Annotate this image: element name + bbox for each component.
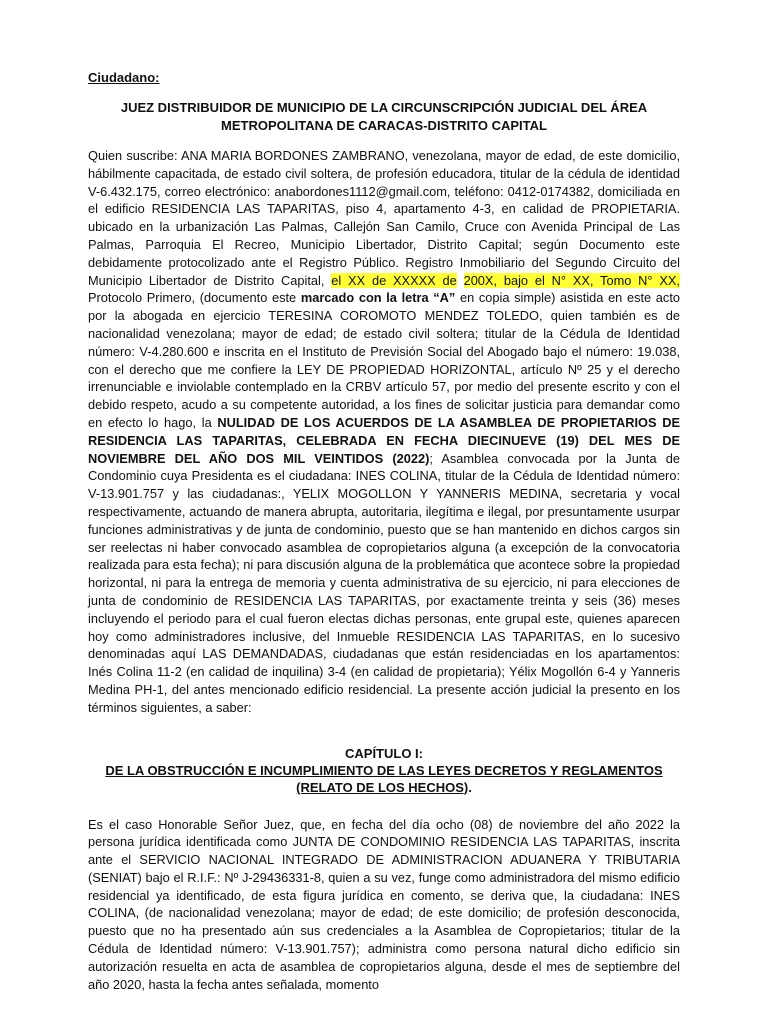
chapter-subtitle-wrap xyxy=(88,762,680,796)
heading-line-1: JUEZ DISTRIBUIDOR DE MUNICIPIO DE LA CIRCUNSCRIPCIÓN JUDICIAL DEL ÁREA xyxy=(120,100,648,115)
paragraph-introduction xyxy=(88,147,680,717)
bold-nullity-claim: NULIDAD DE LOS ACUERDOS DE LA ASAMBLEA DE PROPIETARIOS DE RESIDENCIA LAS TAPARITAS, CELEBRADA EN FECHA DIECINUEVE (19) DEL MES DE NOVIEMBRE DEL AÑO DOS MIL VEINTIDOS (2022) xyxy=(88,414,680,466)
highlight-registry: 200X, bajo el N° XX, Tomo N° XX, xyxy=(463,272,680,288)
highlight-date: el XX de XXXXX de xyxy=(331,272,457,288)
intro-text-4: ; Asamblea convocada por la Junta de Condominio cuya Presidenta es el ciudadana: INES COLINA, titular de la Cédula de Identidad número: V-13.901.757 y las ciudadanas:, YELIX MOGOLLON Y YANNERIS MEDINA, secretaria y vocal respectivamente, actuando de manera abrupta, autoritaria, ilegítima e ilegal, por presuntamente usurpar funciones administrativas y de junta de condominio, puesto que se han mantenido en dichos cargos sin ser reelectas ni haber convocado asamblea de copropietarios alguna (a excepción de la convocatoria realizada para esta fecha); ni para discusión alguna de la problemática que acontece sobre la propiedad horizontal, ni para la entrega de memoria y cuenta administrativa de su ejercicio, ni para elecciones de junta de condominio de RESIDENCIA LAS TAPARITAS, por exactamente treinta y seis (36) meses incluyendo el periodo para el cual fueron electas dichas personas, ente grupal este, quienes aparecen hoy como administradores inclusive, del Inmueble RESIDENCIA LAS TAPARITAS, en lo sucesivo denominadas aquí LAS DEMANDADAS, ciudadanas que están residenciadas en los apartamentos: Inés Colina 11-2 (en calidad de inquilina) 3-4 (en calidad de propietaria); Yélix Mogollón 6-4 y Yanneris Medina PH-1, del antes mencionado edificio residencial. La presente acción judicial la presento en los términos siguientes, a saber: xyxy=(88,450,681,715)
intro-text-2: Protocolo Primero, (documento este xyxy=(88,290,301,306)
chapter-title: CAPÍTULO I: xyxy=(345,745,423,761)
intro-text-1: Quien suscribe: ANA MARIA BORDONES ZAMBRANO, venezolana, mayor de edad, de este domicilio, hábilmente capacitada, de estado civil soltera, de profesión educadora, titular de la cédula de identidad V-6.432.175, correo electrónico: anabordones1112@gmail.com, teléfono: 0412-0174382, domiciliada en el edificio RESIDENCIA LAS TAPARITAS, piso 4, apartamento 4-3, en calidad de PROPIETARIA. ubicado en la urbanización Las Palmas, Callejón San Camilo, Cruce con Avenida Principal de Las Palmas, Parroquia El Recreo, Municipio Libertador, Distrito Capital; según Documento este debidamente protocolizado ante el Registro Público. Registro Inmobiliario del Segundo Circuito del Municipio Libertador de Distrito Capital, xyxy=(88,148,680,288)
chapter-heading xyxy=(88,745,680,796)
paragraph-facts: Es el caso Honorable Señor Juez, que, en fecha del día ocho (08) de noviembre del año 2022 la persona jurídica identificada como JUNTA DE CONDOMINIO RESIDENCIA LAS TAPARITAS, inscrita ante el SERVICIO NACIONAL INTEGRADO DE ADMINISTRACION ADUANERA Y TRIBUTARIA (SENIAT) bajo el R.I.F.: Nº J-29436331-8, quien a su vez, funge como administradora del mismo edificio residencial ya identificado, de esta figura jurídica en comento, se deriva que, la ciudadana: INES COLINA, (de nacionalidad venezolana; mayor de edad; de este domicilio; de profesión desconocida, puesto que no ha presentado aún sus credenciales a la Asamblea de Copropietarios; titular de la Cédula de Identidad número: V-13.901.757); administra como persona natural dicho edificio sin autorización resuelta en acta de asamblea de copropietarios alguna, desde el mes de septiembre del año 2020, hasta la fecha antes señalada, momento xyxy=(88,816,680,992)
document-heading xyxy=(88,99,680,135)
bold-marked-letter: marcado con la letra “A” xyxy=(300,290,456,306)
chapter-subtitle: DE LA OBSTRUCCIÓN E INCUMPLIMIENTO DE LAS LEYES DECRETOS Y REGLAMENTOS (RELATO DE LOS HECHOS) xyxy=(105,762,663,795)
heading-line-2: METROPOLITANA DE CARACAS-DISTRITO CAPITAL xyxy=(221,118,547,133)
intro-text-3: en copia simple) asistida en este acto por la abogada en ejercicio TERESINA COROMOTO MENDEZ TOLEDO, quien también es de nacionalidad venezolana; mayor de edad; de estado civil soltera; titular de la Cédula de Identidad número: V-4.280.600 e inscrita en el Instituto de Previsión Social del Abogado bajo el número: 19.038, con el derecho que me confiere la LEY DE PROPIEDAD HORIZONTAL, artículo Nº 25 y el derecho irrenunciable e inviolable contemplado en la CRBV artículo 57, por medio del presente escrito y con el debido respeto, acudo a su competente autoridad, a los fines de solicitar justicia para demandar como en efecto lo hago, la xyxy=(88,290,680,430)
salutation: Ciudadano: xyxy=(88,70,160,85)
chapter-period: . xyxy=(468,779,472,795)
